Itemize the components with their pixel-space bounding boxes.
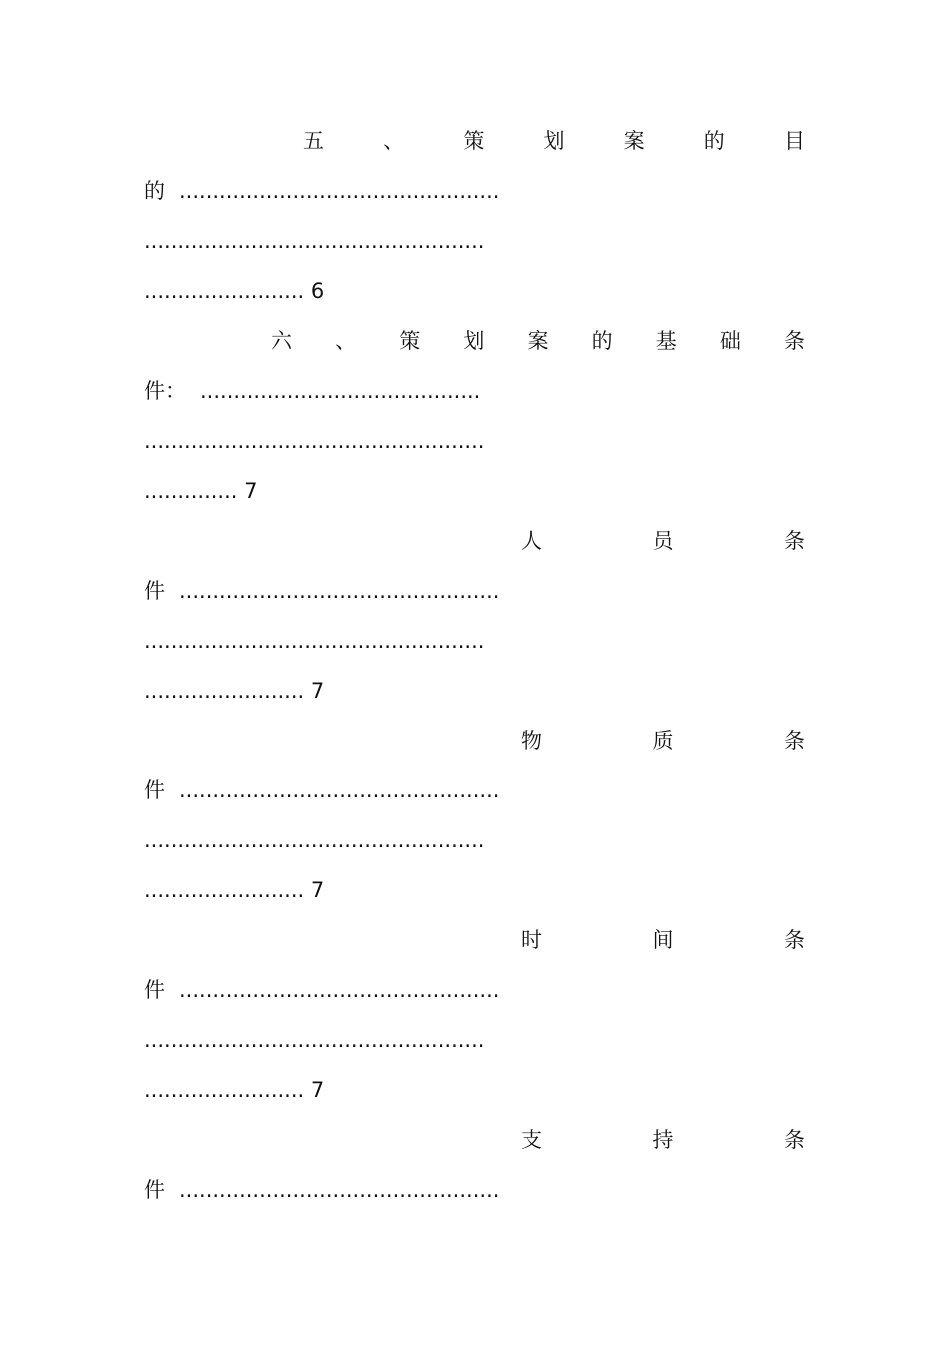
heading-char: 目: [783, 129, 805, 153]
toc-line-tail: [144, 376, 480, 406]
toc-line-tail: [144, 176, 499, 206]
leader-dots: ................................................: [179, 778, 500, 802]
leader-dots-line: ...................................................: [144, 429, 485, 453]
leader-dots: ................................................: [179, 978, 500, 1002]
toc-heading-time: [521, 925, 805, 955]
leader-dots: ................................................: [179, 579, 500, 603]
page-number-line: ........................ 7: [144, 679, 325, 703]
heading-tail: 件: [144, 778, 165, 802]
heading-char: 础: [719, 329, 741, 353]
toc-line-tail: [144, 576, 499, 606]
heading-char: 基: [655, 329, 677, 353]
heading-char: 的: [703, 129, 725, 153]
heading-char: 间: [652, 928, 674, 952]
heading-char: 条: [784, 329, 805, 353]
heading-tail: 件: [144, 978, 165, 1002]
heading-char: 人: [521, 529, 542, 553]
heading-tail: 件：: [144, 379, 186, 403]
page-number-line: ........................ 7: [144, 1078, 325, 1102]
heading-char: 案: [623, 129, 645, 153]
heading-char: 时: [521, 928, 542, 952]
leader-dots-line: ...................................................: [144, 629, 485, 653]
heading-char: 六: [271, 329, 292, 353]
leader-dots-line: ...................................................: [144, 1028, 485, 1052]
page-number-line: .............. 7: [144, 479, 258, 503]
heading-char: 的: [591, 329, 613, 353]
heading-char: 条: [784, 729, 805, 753]
leader-dots-line: ...................................................: [144, 828, 485, 852]
toc-line-tail: [144, 975, 499, 1005]
page-number-line: ........................ 6: [144, 279, 325, 303]
heading-char: 划: [463, 329, 485, 353]
toc-line-tail: [144, 775, 499, 805]
leader-dots: ................................................: [179, 1178, 500, 1202]
toc-heading-basic-conditions: [271, 326, 805, 356]
toc-heading-purpose: [303, 126, 805, 156]
heading-char: 、: [383, 129, 405, 153]
heading-char: 策: [463, 129, 485, 153]
heading-char: 持: [652, 1128, 674, 1152]
heading-char: 策: [399, 329, 421, 353]
heading-char: 条: [784, 1128, 805, 1152]
leader-dots: ................................................: [179, 179, 500, 203]
heading-char: 案: [527, 329, 549, 353]
toc-heading-personnel: [521, 526, 805, 556]
toc-line-tail: [144, 1175, 499, 1205]
heading-char: 五: [303, 129, 324, 153]
heading-char: 质: [652, 729, 674, 753]
heading-tail: 件: [144, 1178, 165, 1202]
heading-char: 条: [784, 928, 805, 952]
leader-dots-line: ...................................................: [144, 229, 485, 253]
leader-dots: ..........................................: [200, 379, 481, 403]
heading-char: 物: [521, 729, 542, 753]
heading-char: 员: [652, 529, 674, 553]
toc-heading-material: [521, 726, 805, 756]
heading-char: 划: [543, 129, 565, 153]
heading-char: 条: [784, 529, 805, 553]
heading-char: 支: [521, 1128, 542, 1152]
toc-heading-support: [521, 1125, 805, 1155]
heading-tail: 的: [144, 179, 165, 203]
page-number-line: ........................ 7: [144, 878, 325, 902]
heading-char: 、: [335, 329, 357, 353]
heading-tail: 件: [144, 579, 165, 603]
